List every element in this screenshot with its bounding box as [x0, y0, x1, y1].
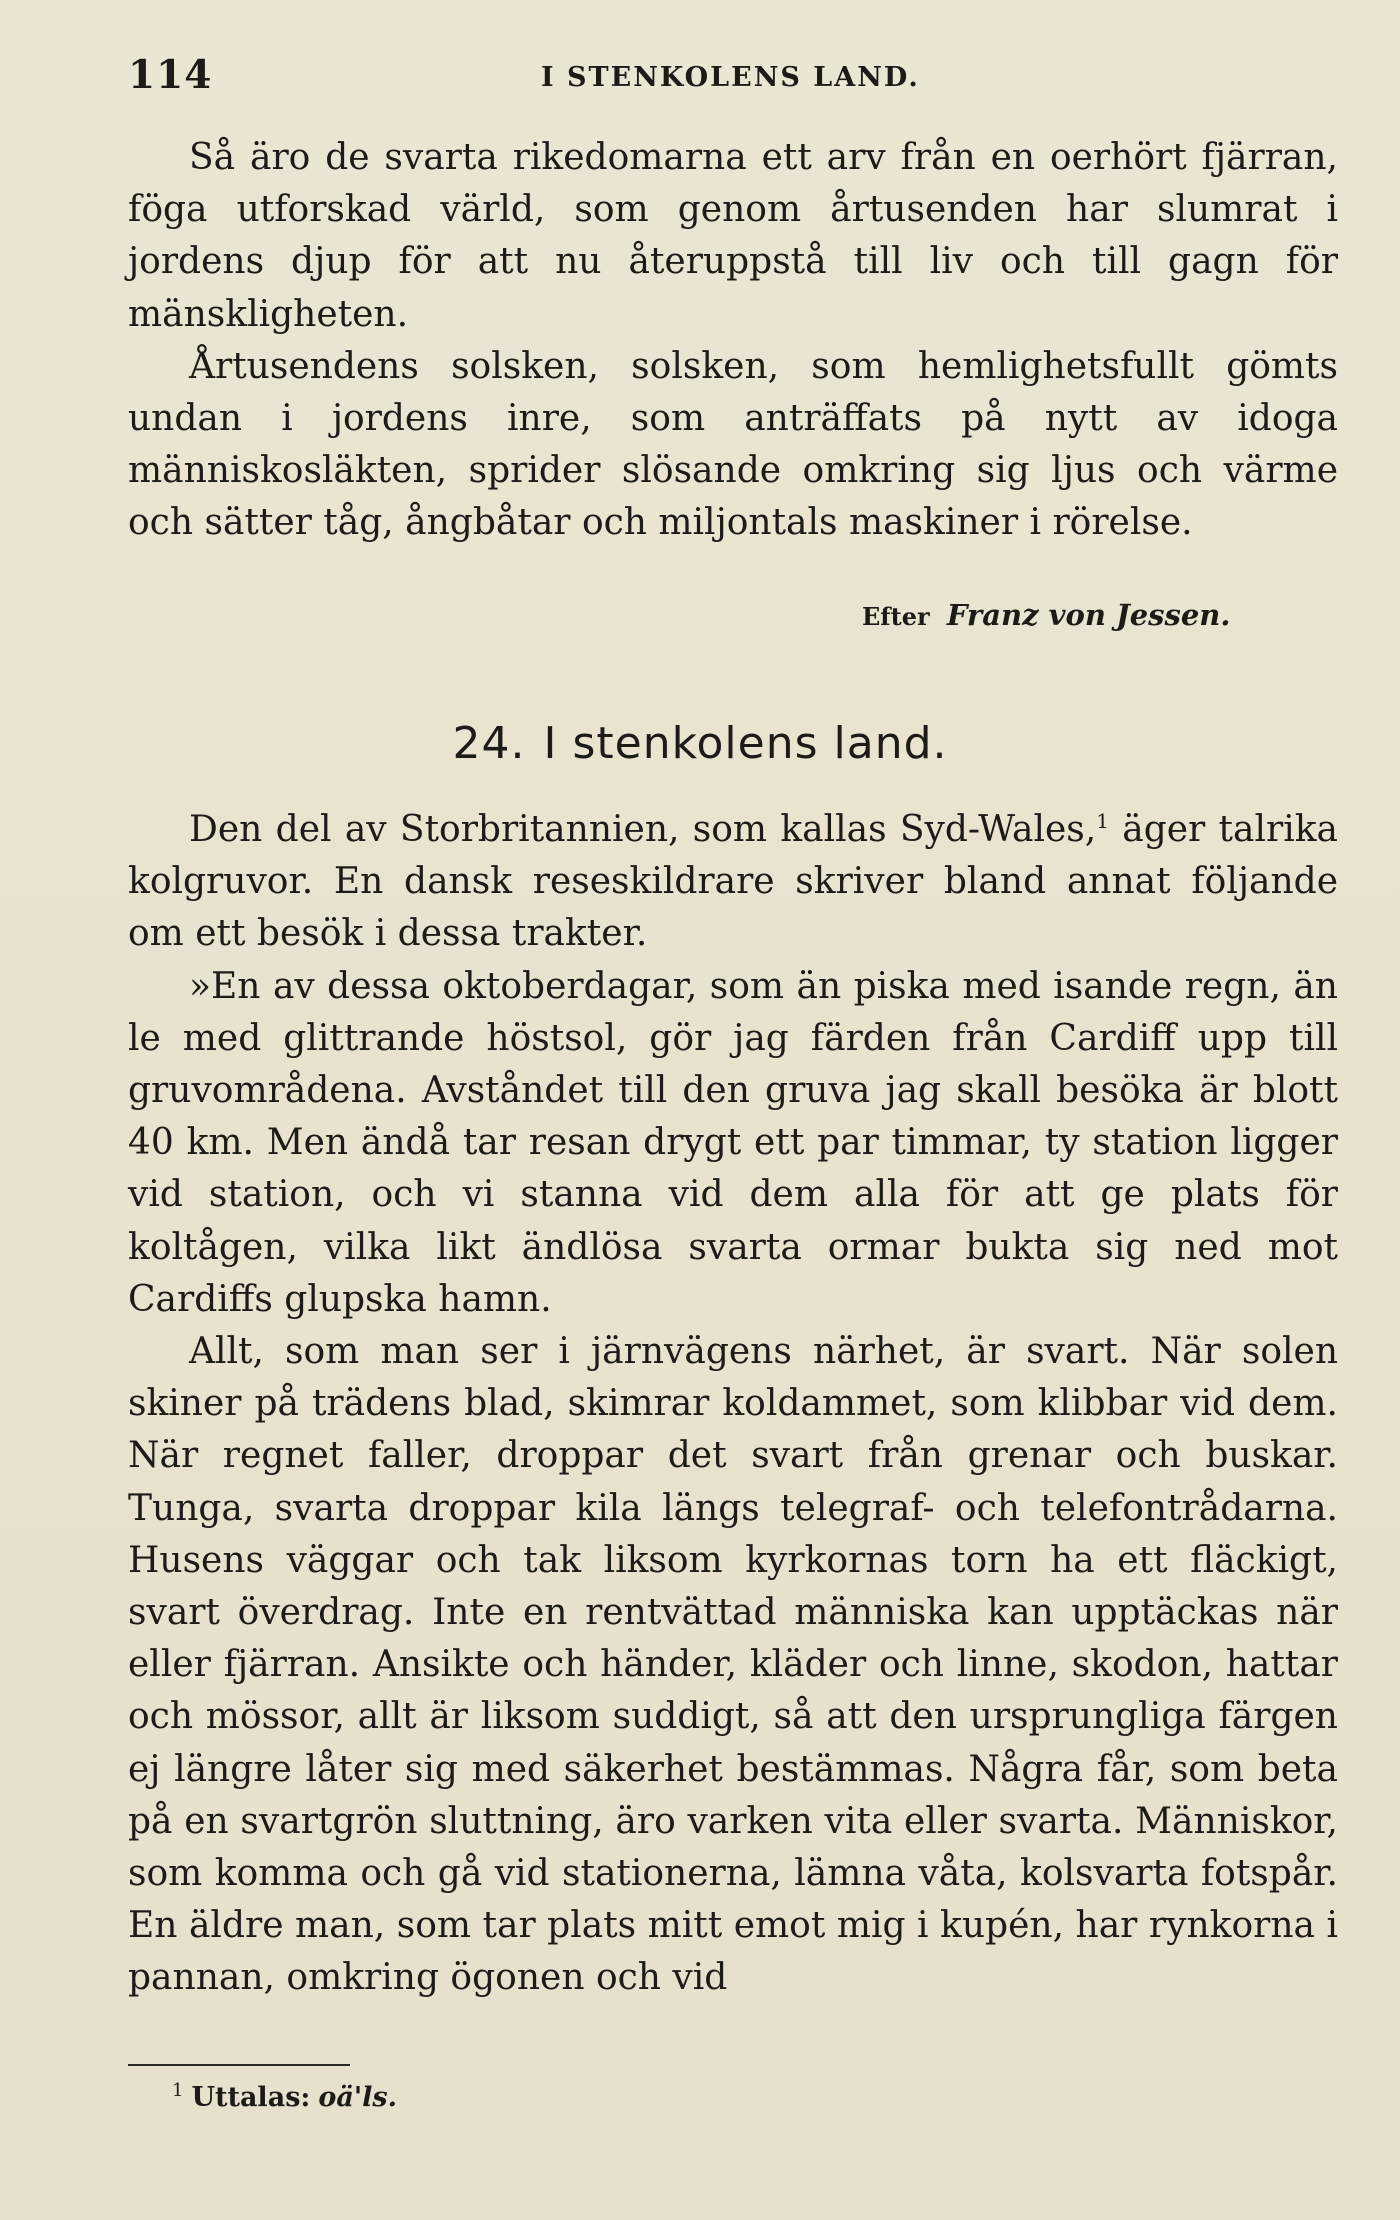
- section-number: 24.: [452, 718, 526, 769]
- attribution: [862, 598, 1230, 632]
- section-heading: [0, 718, 1400, 769]
- running-title: I STENKOLENS LAND.: [541, 62, 920, 93]
- excerpt-paragraph-2: Årtusendens solsken, solsken, som hemlighetsfullt gömts undan i jordens inre, som anträffats på nytt av idoga människosläkten, sprider slösande omkring sig ljus och värme och sätter tåg, ångbåtar och miljontals maskiner i rörelse.: [128, 345, 1338, 544]
- footnote: [172, 2080, 397, 2113]
- chapter-paragraph-3: Allt, som man ser i järnvägens närhet, är svart. När solen skiner på trädens blad, skimrar koldammet, som klibbar vid dem. När regnet faller, droppar det svart från grenar och buskar. Tunga, svarta droppar kila längs telegraf- och telefontrådarna. Husens väggar och tak liksom kyrkornas torn ha ett fläckigt, svart överdrag. Inte en rentvättad människa kan upptäckas när eller fjärran. Ansikte och händer, kläder och linne, skodon, hattar och mössor, allt är liksom suddigt, så att den ursprungliga färgen ej längre låter sig med säkerhet bestämmas. Några får, som beta på en svartgrön sluttning, äro varken vita eller svarta. Människor, som komma och gå vid stationerna, lämna våta, kolsvarta fotspår. En äldre man, som tar plats mitt emot mig i kupén, har rynkorna i pannan, omkring ögonen och vid: [128, 1331, 1338, 1999]
- attribution-label: Efter: [862, 602, 930, 631]
- chapter-paragraph-1: [128, 804, 1338, 961]
- footnote-divider: [128, 2064, 350, 2066]
- excerpt-paragraph-1: Så äro de svarta rikedomarna ett arv från en oerhört fjärran, föga utforskad värld, som genom årtusenden har slumrat i jordens djup för att nu återuppstå till liv och till gagn för mänskligheten.: [128, 137, 1338, 335]
- attribution-author: Franz von Jessen.: [946, 598, 1231, 632]
- section-title: I stenkolens land.: [543, 718, 948, 769]
- chapter-text: [128, 804, 1338, 2005]
- footnote-label: Uttalas:: [191, 2082, 311, 2113]
- excerpt-text: [128, 132, 1338, 550]
- footnote-pronunciation: oä'ls.: [318, 2082, 397, 2113]
- chapter-paragraph-1-start: Den del av Storbritannien, som kallas Syd-Wales,: [189, 809, 1097, 850]
- page-number: 114: [128, 52, 213, 98]
- footnote-mark: 1: [172, 2080, 184, 2101]
- chapter-paragraph-2: »En av dessa oktoberdagar, som än piska med isande regn, än le med glittrande höstsol, gör jag färden från Cardiff upp till gruvområdena. Avståndet till den gruva jag skall besöka är blott 40 km. Men ändå tar resan drygt ett par timmar, ty station ligger vid station, och vi stanna vid dem alla för att ge plats för koltågen, vilka likt ändlösa svarta ormar bukta sig ned mot Cardiffs glupska hamn.: [128, 965, 1338, 1320]
- footnote-reference: 1: [1096, 809, 1109, 833]
- chapter-paragraph-1-end: äger talrika kolgruvor. En dansk reseskildrare skriver bland annat följande om ett besök i dessa trakter.: [128, 809, 1339, 955]
- page-header: [128, 52, 1342, 112]
